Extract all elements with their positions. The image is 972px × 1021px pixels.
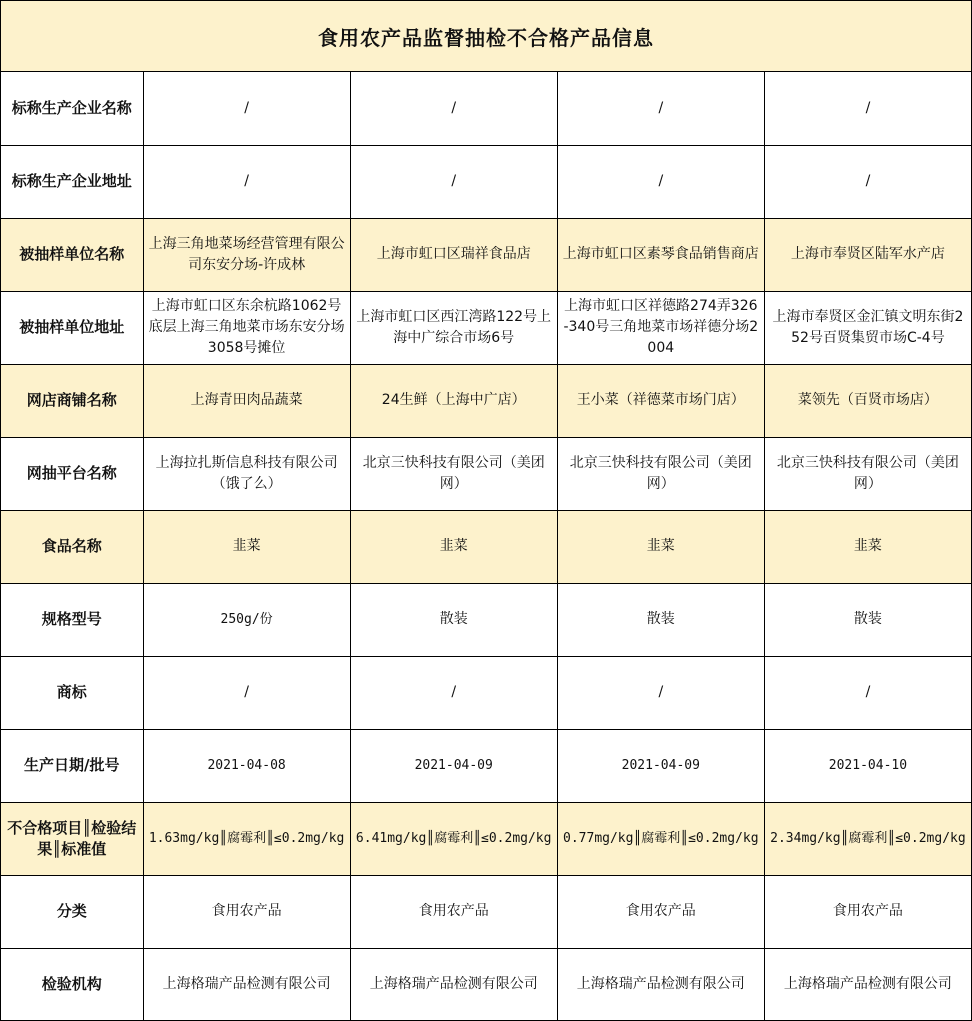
- table-cell: 上海格瑞产品检测有限公司: [143, 948, 350, 1020]
- table-cell: 食用农产品: [350, 875, 557, 948]
- table-cell: 韭菜: [350, 510, 557, 583]
- table-cell: 北京三快科技有限公司（美团网）: [350, 437, 557, 510]
- table-cell: 韭菜: [557, 510, 764, 583]
- table-row-specification: [1, 583, 972, 656]
- table-cell: /: [557, 656, 764, 729]
- row-label: 食品名称: [1, 510, 143, 583]
- table-cell: 散装: [764, 583, 971, 656]
- table-cell: 上海市虹口区东余杭路1062号底层上海三角地菜市场东安分场3058号摊位: [143, 291, 350, 364]
- table-cell: 上海市奉贤区金汇镇文明东街252号百贤集贸市场C-4号: [764, 291, 971, 364]
- table-cell: /: [143, 656, 350, 729]
- table-cell: 0.77mg/kg║腐霉利║≤0.2mg/kg: [557, 802, 764, 875]
- table-row-production-date: [1, 729, 972, 802]
- table-cell: 食用农产品: [764, 875, 971, 948]
- table-cell: 上海市虹口区祥德路274弄326-340号三角地菜市场祥德分场2004: [557, 291, 764, 364]
- table-cell: 菜领先（百贤市场店）: [764, 364, 971, 437]
- table-row-online-shop-name: [1, 364, 972, 437]
- table-cell: 2.34mg/kg║腐霉利║≤0.2mg/kg: [764, 802, 971, 875]
- table-cell: 食用农产品: [557, 875, 764, 948]
- table-cell: 250g/份: [143, 583, 350, 656]
- table-cell: 上海青田肉品蔬菜: [143, 364, 350, 437]
- row-label: 标称生产企业名称: [1, 72, 143, 145]
- table-cell: /: [764, 145, 971, 218]
- row-label: 检验机构: [1, 948, 143, 1020]
- row-label: 规格型号: [1, 583, 143, 656]
- row-label: 被抽样单位名称: [1, 218, 143, 291]
- table-cell: 食用农产品: [143, 875, 350, 948]
- table-cell: 2021-04-09: [557, 729, 764, 802]
- row-label: 被抽样单位地址: [1, 291, 143, 364]
- table-cell: /: [143, 145, 350, 218]
- row-label: 生产日期/批号: [1, 729, 143, 802]
- table-cell: 上海市奉贤区陆军水产店: [764, 218, 971, 291]
- row-label: 标称生产企业地址: [1, 145, 143, 218]
- table-cell: /: [350, 656, 557, 729]
- table-cell: 2021-04-09: [350, 729, 557, 802]
- table-cell: 2021-04-08: [143, 729, 350, 802]
- table-row-sampled-unit-name: [1, 218, 972, 291]
- table-row-manufacturer-name: [1, 72, 972, 145]
- table-cell: 上海市虹口区素琴食品销售商店: [557, 218, 764, 291]
- table-cell: 1.63mg/kg║腐霉利║≤0.2mg/kg: [143, 802, 350, 875]
- row-label: 分类: [1, 875, 143, 948]
- table-row-trademark: [1, 656, 972, 729]
- table-cell: 上海市虹口区西江湾路122号上海中广综合市场6号: [350, 291, 557, 364]
- table-row-sampled-unit-address: [1, 291, 972, 364]
- table-cell: 上海格瑞产品检测有限公司: [764, 948, 971, 1020]
- table-cell: 韭菜: [764, 510, 971, 583]
- table-row-inspection-agency: [1, 948, 972, 1020]
- table-row-platform-name: [1, 437, 972, 510]
- table-cell: 北京三快科技有限公司（美团网）: [764, 437, 971, 510]
- table-cell: /: [557, 72, 764, 145]
- table-cell: 上海拉扎斯信息科技有限公司（饿了么）: [143, 437, 350, 510]
- table-cell: 24生鲜（上海中广店）: [350, 364, 557, 437]
- table-cell: 韭菜: [143, 510, 350, 583]
- table-title: 食用农产品监督抽检不合格产品信息: [1, 1, 972, 72]
- table-cell: /: [350, 72, 557, 145]
- table-cell: /: [764, 72, 971, 145]
- table-cell: 散装: [350, 583, 557, 656]
- row-label: 网抽平台名称: [1, 437, 143, 510]
- table-cell: 散装: [557, 583, 764, 656]
- table-cell: /: [557, 145, 764, 218]
- table-cell: 上海三角地菜场经营管理有限公司东安分场-许成林: [143, 218, 350, 291]
- inspection-table: [1, 72, 972, 1021]
- table-cell: 上海市虹口区瑞祥食品店: [350, 218, 557, 291]
- row-label: 网店商铺名称: [1, 364, 143, 437]
- table-row-failed-item: [1, 802, 972, 875]
- table-row-food-name: [1, 510, 972, 583]
- table-cell: 王小菜（祥德菜市场门店）: [557, 364, 764, 437]
- table-cell: /: [350, 145, 557, 218]
- row-label: 商标: [1, 656, 143, 729]
- table-cell: 6.41mg/kg║腐霉利║≤0.2mg/kg: [350, 802, 557, 875]
- table-cell: /: [143, 72, 350, 145]
- table-cell: 上海格瑞产品检测有限公司: [350, 948, 557, 1020]
- table-cell: 2021-04-10: [764, 729, 971, 802]
- table-cell: /: [764, 656, 971, 729]
- table-row-category: [1, 875, 972, 948]
- table-row-manufacturer-address: [1, 145, 972, 218]
- table-cell: 北京三快科技有限公司（美团网）: [557, 437, 764, 510]
- table-cell: 上海格瑞产品检测有限公司: [557, 948, 764, 1020]
- row-label: 不合格项目║检验结果║标准值: [1, 802, 143, 875]
